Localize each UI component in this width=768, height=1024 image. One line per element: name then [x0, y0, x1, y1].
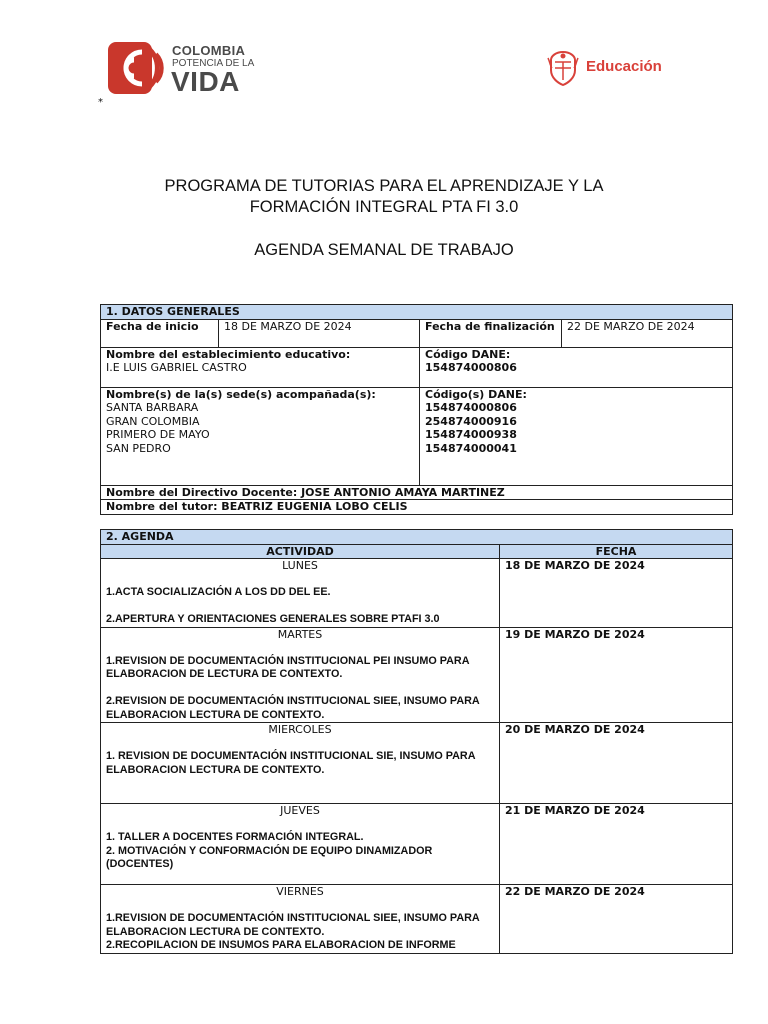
establecimiento-label: Nombre del establecimiento educativo:	[106, 347, 351, 361]
sedes-cell	[101, 387, 420, 485]
establecimiento-cell	[101, 347, 420, 387]
fecha-cell: 19 DE MARZO DE 2024	[500, 627, 733, 723]
fecha-column-header: FECHA	[500, 544, 733, 559]
day-label: VIERNES	[276, 885, 324, 898]
fecha-cell: 18 DE MARZO DE 2024	[500, 559, 733, 628]
actividad-cell	[101, 559, 500, 628]
sede-dane-item: 254874000916	[425, 414, 517, 428]
sede-item: SAN PEDRO	[106, 441, 171, 455]
directivo-docente: Nombre del Directivo Docente: JOSE ANTONIO AMAYA MARTINEZ	[101, 485, 733, 500]
asterisk-mark: *	[98, 97, 103, 108]
activity-item: 2.REVISION DE DOCUMENTACIÓN INSTITUCIONAL SIEE, INSUMO PARA ELABORACION LECTURA DE CONTEXTO.	[106, 695, 480, 721]
agenda-table	[100, 529, 733, 954]
activity-item: 1. TALLER A DOCENTES FORMACIÓN INTEGRAL.	[106, 831, 364, 843]
activity-item: 2.RECOPILACION DE INSUMOS PARA ELABORACION DE INFORME	[106, 939, 456, 951]
educacion-label: Educación	[586, 58, 662, 75]
sede-item: SANTA BARBARA	[106, 401, 199, 414]
actividad-cell	[101, 885, 500, 954]
fecha-fin-value: 22 DE MARZO DE 2024	[562, 319, 733, 347]
sedes-dane-cell	[420, 387, 733, 485]
tutor-name: Nombre del tutor: BEATRIZ EUGENIA LOBO CELIS	[101, 500, 733, 515]
colombia-potencia-de-la-vida-logo	[108, 42, 258, 96]
day-label: LUNES	[282, 559, 318, 572]
actividad-column-header: ACTIVIDAD	[101, 544, 500, 559]
activity-item: 1.REVISION DE DOCUMENTACIÓN INSTITUCIONAL PEI INSUMO PARA ELABORACION DE LECTURA DE CONTEXTO.	[106, 654, 470, 680]
agenda-row-martes	[101, 627, 733, 723]
agenda-row-lunes	[101, 559, 733, 628]
dane-cell	[420, 347, 733, 387]
program-title-line2: FORMACIÓN INTEGRAL PTA FI 3.0	[249, 198, 519, 216]
logo-text-colombia: COLOMBIA	[172, 43, 246, 58]
actividad-cell	[101, 804, 500, 885]
program-title-line1: PROGRAMA DE TUTORIAS PARA EL APRENDIZAJE Y LA	[164, 177, 604, 195]
dane-value: 154874000806	[425, 361, 517, 374]
agenda-row-miercoles	[101, 723, 733, 804]
fecha-cell: 22 DE MARZO DE 2024	[500, 885, 733, 954]
activity-item: 1. REVISION DE DOCUMENTACIÓN INSTITUCIONAL SIE, INSUMO PARA ELABORACION LECTURA DE CONTEXTO.	[106, 750, 476, 776]
dane-label: Código DANE:	[425, 347, 511, 361]
agenda-row-viernes	[101, 885, 733, 954]
datos-generales-heading: 1. DATOS GENERALES	[101, 305, 733, 320]
activity-item: 1.ACTA SOCIALIZACIÓN A LOS DD DEL EE.	[106, 586, 331, 598]
fecha-cell: 20 DE MARZO DE 2024	[500, 723, 733, 804]
sedes-label: Nombre(s) de la(s) sede(s) acompañada(s):	[106, 387, 376, 401]
logo-text-potencia: POTENCIA DE LA	[172, 58, 255, 69]
sedes-dane-label: Código(s) DANE:	[425, 387, 527, 401]
day-label: JUEVES	[280, 804, 320, 817]
actividad-cell	[101, 627, 500, 723]
day-label: MARTES	[277, 627, 323, 641]
establecimiento-value: I.E LUIS GABRIEL CASTRO	[106, 361, 247, 374]
logo-text-vida: VIDA	[171, 66, 240, 97]
sede-dane-item: 154874000806	[425, 401, 517, 414]
colombia-logo-mark-icon	[108, 42, 164, 94]
sede-item: PRIMERO DE MAYO	[106, 428, 210, 441]
sede-dane-item: 154874000041	[425, 441, 517, 455]
sede-dane-item: 154874000938	[425, 428, 517, 441]
agenda-title: AGENDA SEMANAL DE TRABAJO	[254, 241, 514, 259]
activity-item: 1.REVISION DE DOCUMENTACIÓN INSTITUCIONAL SIEE, INSUMO PARA ELABORACION LECTURA DE CONTEXTO.	[106, 912, 480, 938]
actividad-cell	[101, 723, 500, 804]
agenda-heading: 2. AGENDA	[101, 530, 733, 545]
day-label: MIERCOLES	[268, 723, 332, 736]
fecha-cell: 21 DE MARZO DE 2024	[500, 804, 733, 885]
activity-item: 2. MOTIVACIÓN Y CONFORMACIÓN DE EQUIPO DINAMIZADOR (DOCENTES)	[106, 844, 433, 870]
datos-generales-table	[100, 304, 733, 515]
fecha-fin-label: Fecha de finalización	[420, 319, 562, 347]
fecha-inicio-value: 18 DE MARZO DE 2024	[219, 319, 420, 347]
sede-item: GRAN COLOMBIA	[106, 414, 200, 428]
agenda-row-jueves	[101, 804, 733, 885]
coat-of-arms-icon	[546, 50, 580, 86]
fecha-inicio-label: Fecha de inicio	[101, 319, 219, 347]
activity-item: 2.APERTURA Y ORIENTACIONES GENERALES SOBRE PTAFI 3.0	[106, 613, 440, 625]
